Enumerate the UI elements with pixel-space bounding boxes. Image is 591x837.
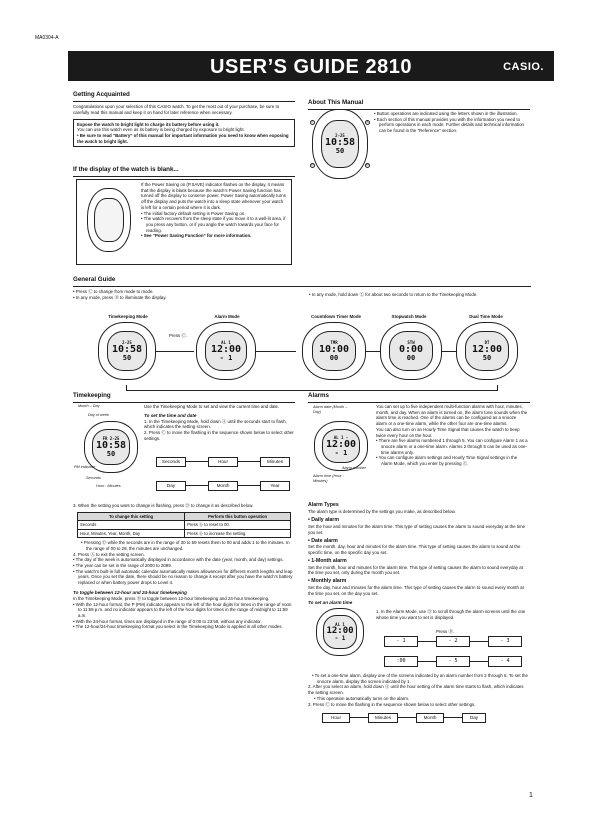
alarms-section (308, 392, 530, 403)
alarm-note: • This operation automatically turns on the alarm. (314, 695, 410, 701)
timekeeping-intro: Use the Timekeeping Mode to set and view the current time and date. (144, 404, 280, 409)
step-text: 1. In the Timekeeping Mode, hold down Ⓐ until the seconds start to flash, which indicates the setting screen. (144, 418, 287, 430)
alarm-note: • To set a one-time alarm, display one of the screens indicated by an alarm number from 2 through 5. To set the snooze alarm, display the screen indicated by 1. (312, 673, 528, 684)
section-heading: Getting Acquainted (73, 91, 295, 102)
button-l-icon: L (311, 120, 314, 124)
alarm-type-heading: • Daily alarm (308, 517, 339, 524)
toggle-text: In the Timekeeping Mode, press Ⓓ to toggle between 12-hour timekeeping and 24-hour timekeeping. (73, 595, 270, 601)
mode-return-line (126, 385, 498, 391)
mode-label: Dual Time Mode (469, 314, 503, 319)
watch-face (92, 429, 129, 465)
section-heading: If the display of the watch is blank... (73, 166, 295, 177)
timekeeping-steps (73, 503, 295, 630)
seq-day: Day (462, 713, 486, 723)
month-day-label: Month – Day (78, 404, 100, 408)
button-c-icon: C (311, 163, 314, 167)
watch-top-readout: 2-25 (122, 339, 132, 345)
blank-display-section (73, 166, 295, 177)
watch-top-readout: AL 1 - (333, 434, 349, 440)
alarm-screen: :00 (384, 656, 418, 667)
mode-arrow (366, 351, 380, 352)
about-bullet: • Button operations are indicated using the letters shown in the illustration. (374, 111, 518, 116)
notice-title: Expose the watch to bright light to charge its battery before using it. (77, 121, 220, 127)
intro-text: Congratulations upon your selection of this CASIO watch. To get the most out of your purchase, be sure to carefully read this manual and keep it on hand for later reference when necessary. (73, 104, 280, 115)
mode-label: Timekeeping Mode (108, 314, 148, 319)
watch-face (205, 331, 247, 371)
toggle-bullet: • The 12-hour/24-hour timekeeping format you select in the Timekeeping Mode is applied in all other modes. (73, 624, 283, 630)
section-heading: Timekeeping (73, 392, 295, 403)
watch-main-readout: 12:00 (325, 438, 357, 450)
page-number: 1 (529, 792, 533, 799)
button-d-icon: D (366, 163, 369, 167)
power-saving-text (141, 182, 287, 239)
alarm-setting-sequence (322, 713, 502, 725)
timekeeping-instructions (144, 404, 294, 442)
watch-top-readout: STW (407, 339, 415, 345)
watch-top-readout: AL 1 (221, 339, 231, 345)
press-d-label: Press Ⓓ. (436, 629, 455, 634)
table-cell: Seconds (78, 521, 185, 529)
alarm-intro (376, 404, 528, 467)
button-a-icon: A (366, 120, 369, 124)
mode-label: Stopwatch Mode (391, 314, 427, 319)
dual-time-watch (456, 322, 518, 380)
set-alarm-watch (316, 608, 364, 656)
general-bullet: • In any mode, hold down Ⓛ for about two seconds to return to the Timekeeping Mode. (309, 292, 478, 297)
step-text: 1. In the Alarm Mode, use Ⓓ to scroll through the alarm screens until the one whose time you want to set is displayed. (376, 609, 526, 620)
watch-sub-readout: 00 (406, 353, 416, 362)
blank-bullet: • The watch recovers from the sleep state if you move it to a well-lit area, if you press any button, or if you angle the watch towards your face for reading. (141, 216, 286, 233)
alarm-watch (314, 421, 368, 471)
watch-main-readout: 12:00 (210, 343, 242, 355)
section-heading: General Guide (73, 276, 531, 287)
note-bullet: • The watch’s built-in full automatic calendar automatically makes allowances for different month lengths and leap years. Once you set the date, there should be no reason to change it except after you have the watch’s battery replaced or when battery power drops to Level 4. (73, 568, 293, 586)
day-of-week-label: Day of week (88, 413, 109, 417)
alarm-number-label: Alarm number (342, 466, 366, 470)
watch-main-readout: 0:00 (398, 343, 424, 355)
document-code: MA0304-A (35, 35, 59, 41)
step-text: 3. Press Ⓒ to move the flashing in the sequence shown below to select other settings. (308, 701, 476, 707)
press-c-label: Press Ⓒ. (169, 333, 188, 338)
note-bullet: • The year can be set in the range of 2000 to 2099. (73, 562, 172, 568)
general-guide-section (73, 276, 531, 301)
step-text: 4. Press Ⓐ to exit the setting screen. (73, 551, 145, 557)
toggle-bullet: • With the 24-hour format, times are displayed in the range of 0:00 to 23:59, without any indicator. (73, 618, 262, 624)
setting-table (77, 512, 291, 538)
guide-title: USER’S GUIDE 2810 (210, 56, 412, 78)
timekeeping-section (73, 392, 295, 403)
seq-arrow (186, 485, 208, 486)
set-time-heading: To set the time and date (144, 412, 197, 418)
seq-arrow (350, 717, 368, 718)
alarm-screen: - 5 (436, 656, 470, 667)
section-heading: Alarms (308, 392, 530, 403)
step-text: 3. When the setting you want to change is flashing, press Ⓓ to change it as described below. (73, 503, 254, 508)
watch-face: 2-25 10:58 50 (321, 120, 360, 169)
watch-sub-readout: - 1 (334, 448, 348, 457)
mode-label: Alarm Mode (214, 314, 240, 319)
cycle-arrow (470, 641, 488, 642)
alarm-type-text: Set the month, day, hour and minutes for the alarm time. This type of setting causes the alarm to sound at the specific time, on the specific day you set. (308, 544, 521, 556)
about-bullet: • Each section of this manual provides you with the information you need to perform operations in each mode. Further details and technical information can be found in the “Reference” section. (374, 116, 524, 134)
countdown-timer-watch (302, 322, 366, 380)
alarm-type-text: Set the hour and minutes for the alarm time. This type of setting causes the alarm to sound everyday at the time you set. (308, 524, 526, 535)
seq-year: Year (260, 481, 290, 491)
cycle-arrow (418, 661, 436, 662)
power-saving-box (76, 179, 292, 265)
seq-arrow (238, 485, 260, 486)
toggle-heading: To toggle between 12-hour and 24-hour timekeeping (73, 589, 187, 595)
blank-watch-illustration (87, 188, 131, 252)
notice-note: • Be sure to read “Battery” of this manual for important information you need to know when exposing the watch to bright light. (77, 132, 289, 144)
alarm-screen-cycle (384, 636, 524, 668)
time-setting-sequence (156, 457, 292, 497)
blank-bullet: • The initial factory default setting is Power Saving on. (141, 210, 246, 216)
seq-seconds: Seconds (156, 457, 186, 467)
seq-arrow (186, 461, 208, 462)
watch-sub-readout: - 1 (219, 353, 233, 362)
alarm-intro-text: You can also turn on an Hourly Time Signal that causes the watch to beep twice every hour on the hour. (376, 426, 520, 438)
stopwatch-mode-watch (380, 322, 442, 380)
cycle-arrow (470, 661, 488, 662)
mode-arrow (156, 351, 194, 352)
pm-indicator-label: PM indicator (74, 465, 96, 469)
alarm-date-label: Alarm date (Month – Day) (313, 405, 348, 414)
watch-face (107, 331, 147, 371)
note-bullet: • The day of the week is automatically displayed in accordance with the date (year, month, and day) settings. (73, 557, 284, 563)
alarm-type-heading: • Monthly alarm (308, 578, 347, 585)
seq-minutes: Minutes (368, 713, 398, 723)
table-cell: Press Ⓓ to increase the setting. (185, 529, 291, 537)
watch-face (465, 331, 508, 371)
alarm-type-heading: • 1-Month alarm (308, 557, 347, 564)
set-alarm-heading: To set an alarm time (308, 600, 353, 606)
seq-hour: Hour (322, 713, 350, 723)
seconds-label: Seconds (86, 476, 101, 480)
watch-main-readout: 10:58 (95, 439, 127, 451)
brand-logo: CASIO. (503, 61, 544, 73)
watch-top-readout: TMR (330, 339, 338, 345)
watch-face (322, 429, 359, 464)
about-text (374, 111, 526, 134)
watch-sub-readout: 00 (329, 353, 339, 362)
table-cell: Hour, Minutes, Year, Month, Day (78, 529, 185, 537)
step-text: 2. After you select an alarm, hold down Ⓐ until the hour setting of the alarm time starts to flash, which indicates the setting screen. (308, 684, 524, 696)
seq-arrow (238, 461, 260, 462)
watch-face (94, 198, 124, 243)
alarm-types-heading: Alarm Types (308, 502, 339, 508)
seq-arrow (444, 717, 462, 718)
watch-sub-readout: 50 (122, 353, 132, 362)
table-row (78, 529, 291, 537)
seq-arrow (398, 717, 416, 718)
alarm-intro-text: You can set up to five independent multi-function alarms with hour, minutes, month, and day. When an alarm is turned on, the alarm tone sounds when the alarm time is reached. One of the alarms can be configured as a snooze alarm or a one-time alarm, while the other four are one-time alarms. (376, 404, 528, 427)
about-watch-illustration (312, 109, 368, 179)
alarm-time-label: Alarm time (Hour : Minutes) (313, 474, 344, 483)
hour-minutes-label: Hour : Minutes (96, 484, 121, 488)
watch-main-readout: 10:00 (318, 343, 350, 355)
alarm-type-text: Set the month, hour and minutes for the alarm time. This type of setting causes the alarm to sound everyday at the time you set, only during the month you set. (308, 564, 523, 576)
general-bullet: • In any mode, press Ⓑ to illuminate the display. (73, 294, 167, 300)
watch-sub-readout: 50 (106, 449, 116, 458)
step-text: 2. Press Ⓒ to move the flashing in the sequence shown below to select other settings. (144, 430, 294, 441)
seq-month: Month (416, 713, 444, 723)
seq-day: Day (156, 481, 186, 491)
table-header: Perform this button operation (185, 512, 291, 520)
alarm-screen: - 2 (436, 636, 470, 647)
mode-label: Countdown Timer Mode (311, 314, 361, 319)
seq-hour: Hour (208, 457, 238, 467)
watch-face (312, 331, 357, 371)
table-header: To change this setting (78, 512, 185, 520)
note-bullet: • Pressing Ⓓ while the seconds are in the range of 30 to 59 resets them to 00 and adds 1 to the minutes. In the range of 00 to 29, the minutes are unchanged. (81, 540, 290, 551)
watch-sub-readout: 50 (482, 353, 492, 362)
mode-arrow (256, 351, 296, 352)
alarm-type-heading: • Date alarm (308, 537, 338, 544)
watch-face (389, 331, 432, 371)
mode-arrow (442, 351, 456, 352)
alarm-types (308, 502, 530, 606)
section-heading: About This Manual (308, 99, 530, 110)
blank-bullet: • See “Power Saving Function” for more information. (141, 233, 252, 239)
alarm-types-intro: The alarm type is determined by the settings you make, as described below. (308, 508, 456, 514)
watch-top-readout: DT (484, 339, 490, 345)
blank-text: If the Power Saving on (P.SAVE) indicator flashes on the display, it means that the display is blank because the watch’s Power Saving function has turned off the display to conserve power. Power Saving automatically turns off the display and puts the watch into a sleep state whenever your watch is left for a certain period where it is dark. (141, 182, 286, 210)
watch-face: AL 1 12:00 - 1 (323, 615, 356, 648)
watch-main-readout: 10:58 (111, 343, 143, 355)
alarm-type-text: Set the day, hour and minutes for the alarm time. This type of setting causes the alarm to sound every month at the time you set, on the day you set. (308, 584, 524, 596)
table-row (78, 521, 291, 529)
alarm-bullet: • There are five alarms numbered 1 through 5. You can configure Alarm 1 as a snooze alarm or a one-time alarm. Alarms 2 through 5 can be used as one-time alarms only. (376, 438, 528, 455)
seq-minutes: Minutes (260, 457, 290, 467)
cycle-arrow (418, 641, 436, 642)
battery-notice-box (73, 119, 295, 148)
notice-text: You can use this watch even as its battery is being charged by exposure to bright light. (77, 127, 245, 133)
alarm-screen: - 4 (488, 656, 522, 667)
watch-main-readout: 12:00 (471, 343, 503, 355)
alarm-steps (308, 673, 530, 707)
toggle-bullet: • With the 12-hour format, the P (PM) indicator appears to the left of the hour digits for times in the range of noon to 11:59 p.m. and no indicator appears to the left of the hour digits for times in the range of midnight to 11:59 a.m. (73, 601, 292, 618)
getting-acquainted-section (73, 91, 295, 147)
alarm-bullet: • You can configure alarm settings and Hourly Time Signal settings in the Alarm Mode, which you enter by pressing Ⓒ. (376, 455, 518, 467)
alarm-screen: - 1 (384, 636, 418, 647)
alarm-screen: - 3 (488, 636, 522, 647)
alarm-mode-watch (196, 322, 256, 380)
watch-top-readout: FR 2-25 (102, 435, 120, 441)
seq-month: Month (208, 481, 238, 491)
table-cell: Press Ⓓ to reset to 00. (185, 521, 291, 529)
timekeeping-mode-watch (98, 322, 156, 380)
title-banner (68, 51, 554, 81)
general-bullet: • Press Ⓒ to change from mode to mode. (73, 289, 154, 295)
